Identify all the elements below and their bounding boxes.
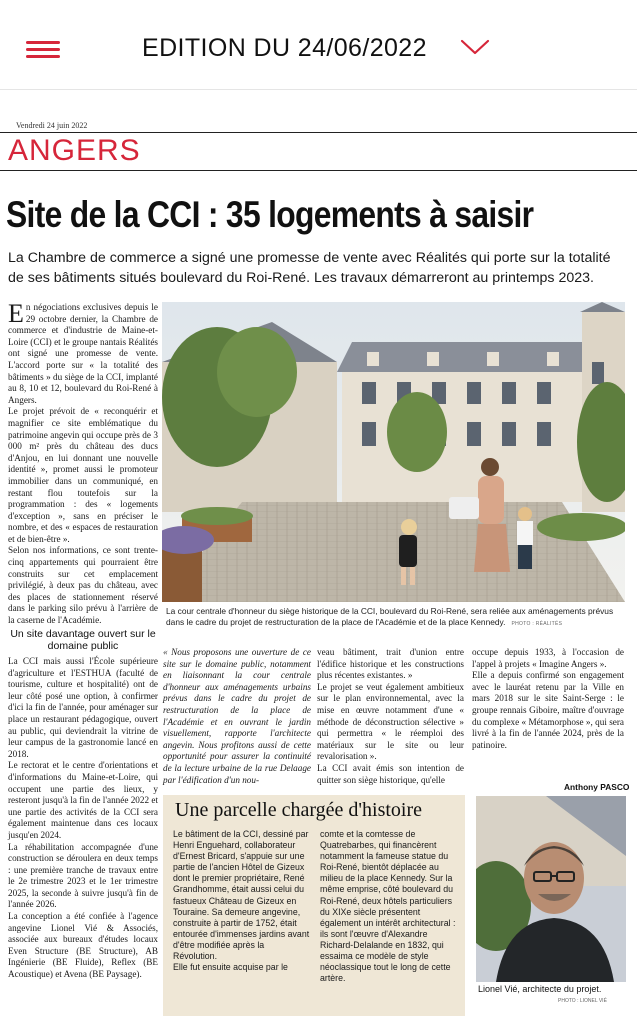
paragraph: Elle a depuis confirmé son engagement avec le lauréat retenu par la Ville en mars 2018 sur le site Saint-Serge : le groupe rennais Giboire, maître d'ouvrage du complexe « Métamorphose », qui sera livré à la fin de l'année 2024, près de la patinoire. — [472, 670, 624, 750]
portrait-caption: Lionel Vié, architecte du projet. — [478, 984, 602, 994]
portrait-credit: PHOTO : LIONEL VIÉ — [558, 998, 607, 1004]
author-signature: Anthony PASCO — [564, 782, 630, 792]
app-bar — [0, 0, 637, 90]
paragraph: La conception a été confiée à l'agence angevine Lionel Vié & Associés, associée aux bureaux d'études locaux Even Structure (BE Structure), AB Ingénierie (BE Fluide), Reflex (BE Acoustique) et Avena (BE Paysage). — [8, 911, 158, 980]
article-column-3 — [317, 647, 464, 786]
photo-credit: PHOTO : RÉALITÉS — [511, 621, 563, 627]
article-subhead: Un site davantage ouvert sur le domaine public — [10, 628, 156, 652]
box-column-2 — [320, 829, 458, 984]
box-title: Une parcelle chargée d'histoire — [175, 799, 423, 821]
chevron-down-icon[interactable] — [460, 38, 490, 58]
dateline: Vendredi 24 juin 2022 — [16, 121, 88, 130]
paragraph: Selon nos informations, ce sont trente-cinq appartements qui pourraient être construits sur cet emplacement privilégié, à deux pas du château, avec des places de stationnement réservé dans le parking silo prévu à l'arrière de la caserne de l'Académie. — [8, 545, 158, 626]
edition-title[interactable]: EDITION DU 24/06/2022 — [142, 34, 427, 62]
article-column-1 — [8, 299, 158, 627]
courtyard-photo — [162, 302, 625, 602]
article-column-1b — [8, 656, 158, 981]
article-lead: La Chambre de commerce a signé une promesse de vente avec Réalités qui porte sur la totalité de ses bâtiments situés boulevard du Roi-René. Les travaux démarreront au printemps 2023. — [8, 250, 611, 286]
history-box — [163, 795, 465, 1016]
paragraph: La réhabilitation accompagnée d'une construction se déroulera en deux temps : une première tranche de travaux entre le 2e trimestre 2023 et le 1er trimestre 2025, la seconde à suivre jusqu'à fin de l'année 2026. — [8, 841, 158, 910]
paragraph: « Nous proposons une ouverture de ce site sur le domaine public, notamment en liaisonnant la cour centrale d'honneur aux aménagements urbains prévus dans le cadre du projet de restructuration de la place de l'Académie et en ouvrant le jardin visuellement, rapporte l'architecte angevin. Nous profitons aussi de cette opportunité pour assurer la continuité de la lecture urbaine de la rue Delaage par l'édification d'un nou- — [163, 647, 311, 785]
newspaper-page — [0, 90, 637, 1024]
drop-cap: E — [8, 299, 24, 328]
paragraph: Le projet se veut également ambitieux sur le plan environnemental, avec la mise en œuvre notamment d'une « méthode de déconstruction sélective » qui permettra « le réemploi des matériaux sur le site ou leur revalorisation ». — [317, 681, 464, 762]
divider — [0, 132, 637, 133]
article-headline: Site de la CCI : 35 logements à saisir — [6, 194, 534, 235]
paragraph: veau bâtiment, trait d'union entre l'édifice historique et les constructions plus récentes existantes. » — [317, 647, 464, 681]
article-column-2 — [163, 647, 311, 786]
paragraph: Le projet prévoit de « reconquérir et magnifier ce site emblématique du patrimoine angevin qui occupe près de 3 000 m² près du château des ducs d'Anjou, en lui donnant une nouvelle identité », promet aussi le promoteur immobilier dans un communiqué, en restant flou toutefois sur la programmation : des « logements d'exception », sans en préciser le nombre, et des « espaces de restauration et de bien-être ». — [8, 406, 158, 544]
article-column-4 — [472, 647, 624, 751]
paragraph: La CCI avait émis son intention de quitter son siège historique, qu'elle — [317, 762, 464, 785]
box-column-1 — [173, 829, 310, 973]
section-city: ANGERS — [8, 134, 141, 167]
paragraph: Elle fut ensuite acquise par le — [173, 962, 288, 973]
paragraph: La CCI mais aussi l'École supérieure d'agriculture et l'ESTHUA (faculté de tourisme, culture et hospitalité) ont de leur côté posé une option, à confirmer d'ici la fin de l'année, pour aménager sur place un restaurant pédagogique, ouvert au public, qui deviendrait la vitrine de leur campus de la gastronomie lancé en 2018. — [8, 656, 158, 759]
photo-caption: La cour centrale d'honneur du siège historique de la CCI, boulevard du Roi-René, sera reliée aux aménagements prévus dans le cadre du projet de restructuration de la place de l'Académie et de la place Kennedy. PHOTO : RÉALITÉS — [166, 606, 614, 627]
paragraph: Le bâtiment de la CCI, dessiné par Henri Enguehard, collaborateur d'Ernest Bricard, s'appuie sur une partie de l'ancien Hôtel de Gizeux dont le premier propriétaire, René Grandhomme, était aussi celui du fastueux Château de Gizeux en Touraine. Sa demeure angevine, construite à partir de 1752, était entourée d'immenses jardins avant d'être modifiée après la Révolution. — [173, 829, 310, 962]
paragraph: Le rectorat et le centre d'orientations et d'informations du Maine-et-Loire, qui occupent une partie des lieux, y resteront jusqu'à la fin de l'année 2022 et une partie des activités de la CCI sera également maintenue dans ces locaux jusqu'en 2024. — [8, 760, 159, 840]
paragraph: En négociations exclusives depuis le 29 octobre dernier, la Chambre de commerce et d'industrie de Maine-et-Loire (CCI) et le groupe nantais Réalités ont signé une promesse de vente. L'accord porte sur « la totalité des bâtiments » du siège de la CCI, implanté au 8, 10 et 12, boulevard du Roi-René à Angers. — [8, 299, 158, 405]
architect-portrait — [476, 796, 626, 982]
divider — [0, 170, 637, 171]
paragraph: comte et la comtesse de Quatrebarbes, qui financèrent notamment la fameuse statue du Roi-René, bientôt déplacée au milieu de la place Kennedy. Sur la même emprise, côté boulevard du Roi-René, deux hôtels particuliers du XIXe siècle présentent également un intérêt architectural : ils sont l'œuvre d'Alexandre Richard-Delalande en 1832, qui essaima ce modèle de style néoclassique tout le long de cette artère. — [320, 829, 456, 984]
paragraph: occupe depuis 1933, à l'occasion de l'appel à projets « Imagine Angers ». — [472, 647, 624, 669]
menu-icon[interactable] — [26, 38, 60, 60]
